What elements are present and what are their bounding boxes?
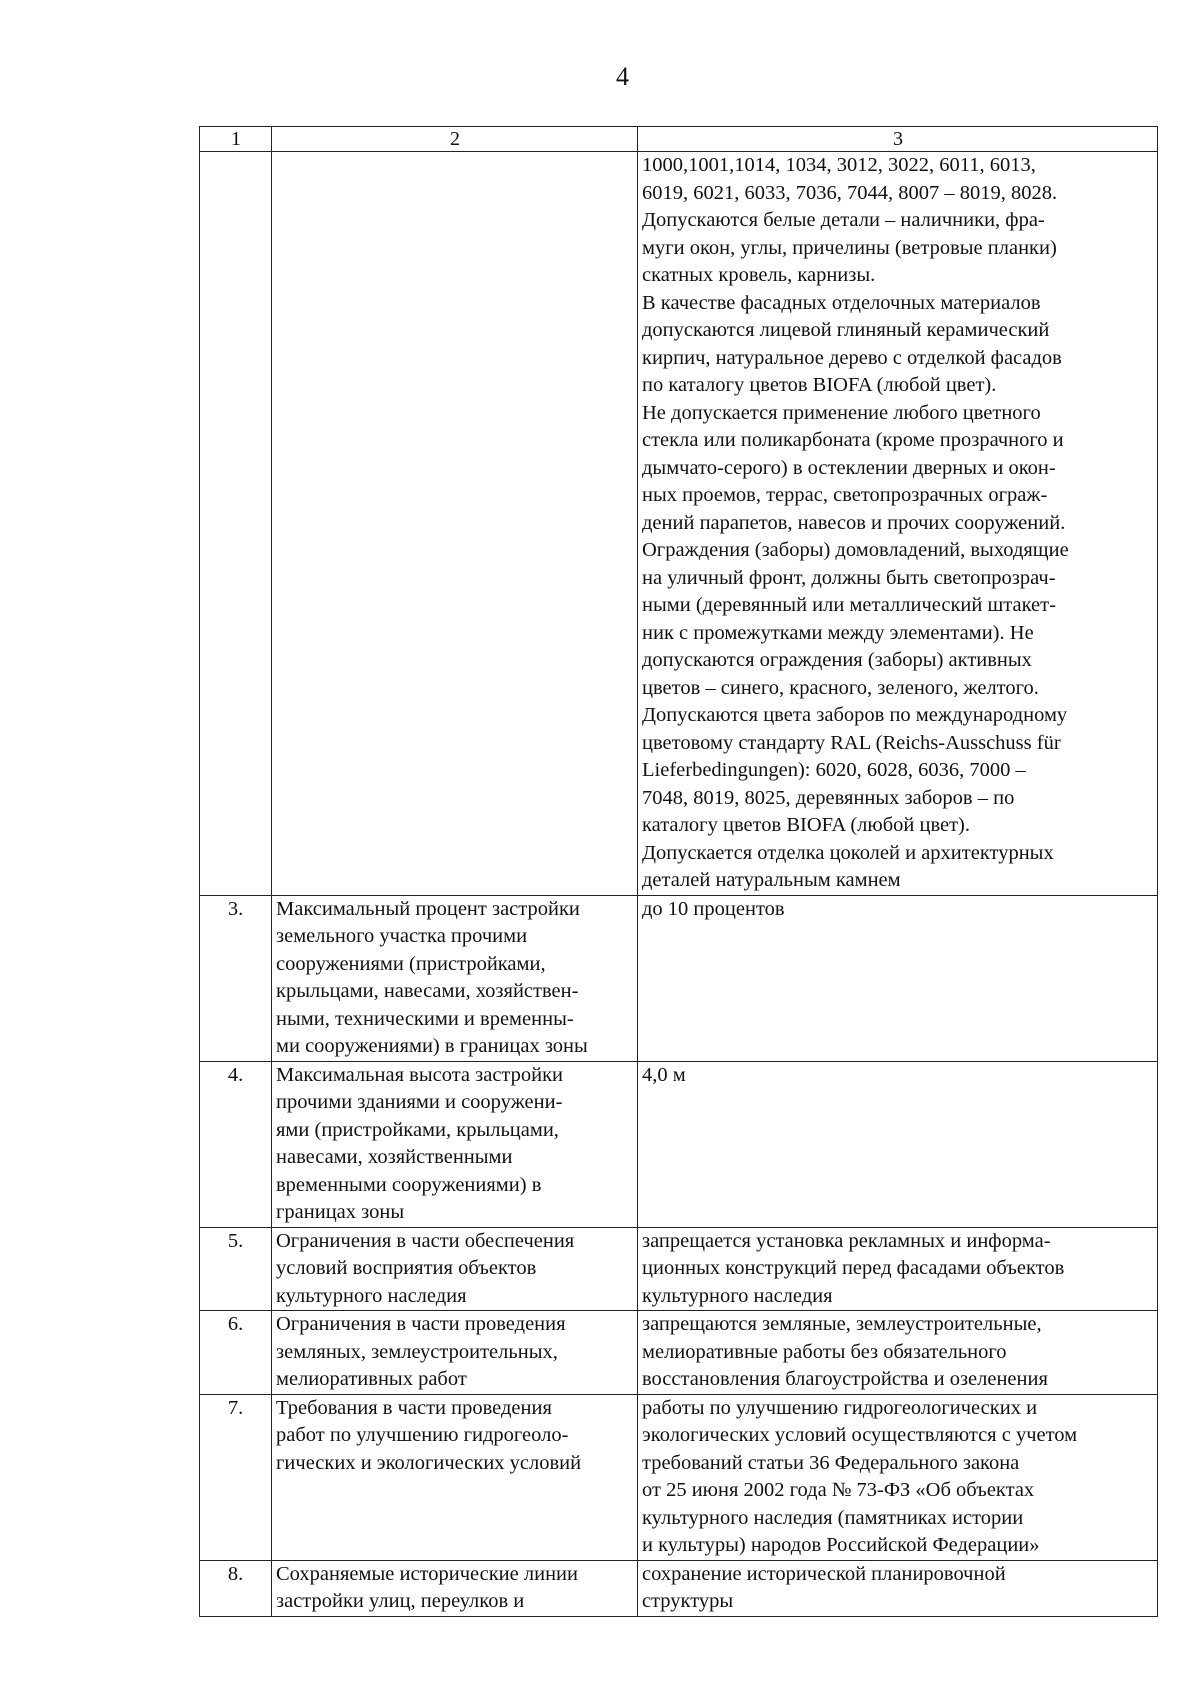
row-value-cell bbox=[638, 1227, 1158, 1311]
row-name-line: ными, техническими и временны- bbox=[276, 1007, 574, 1030]
header-col-1: 1 bbox=[200, 127, 272, 152]
row-value-line: ник с промежутками между элементами). Не bbox=[642, 621, 1034, 644]
row-value-line: скатных кровель, карнизы. bbox=[642, 264, 876, 286]
row-value-cell bbox=[638, 1311, 1158, 1395]
row-value-cell bbox=[638, 1560, 1158, 1616]
row-name-cell bbox=[272, 895, 638, 1061]
row-value-line: Допускается отделка цоколей и архитектурных bbox=[642, 841, 1054, 864]
row-value-line: запрещается установка рекламных и информа- bbox=[642, 1229, 1051, 1252]
row-name-line: Максимальный процент застройки bbox=[276, 897, 580, 920]
row-name-cell bbox=[272, 152, 638, 896]
row-value-cell bbox=[638, 152, 1158, 896]
row-value-line: сохранение исторической планировочной bbox=[642, 1562, 1006, 1585]
row-value-line: деталей натуральным камнем bbox=[642, 869, 901, 891]
row-name-line: Ограничения в части проведения bbox=[276, 1313, 566, 1335]
row-value-line: ционных конструкций перед фасадами объектов bbox=[642, 1257, 1065, 1279]
row-name-line: культурного наследия bbox=[276, 1284, 467, 1307]
row-number: 5. bbox=[200, 1227, 272, 1311]
table-row bbox=[200, 152, 1158, 896]
row-value-line: цветовому стандарту RAL (Reichs-Ausschuss für bbox=[642, 731, 1061, 754]
row-name-line: сооружениями (пристройками, bbox=[276, 952, 546, 975]
row-value-cell bbox=[638, 1394, 1158, 1560]
row-value-line: допускаются лицевой глиняный керамический bbox=[642, 319, 1050, 341]
table-row bbox=[200, 1227, 1158, 1311]
table-header-row bbox=[200, 127, 1158, 152]
row-value-line: Не допускается применение любого цветного bbox=[642, 401, 1041, 424]
row-value-cell bbox=[638, 895, 1158, 1061]
header-col-3: 3 bbox=[638, 127, 1158, 152]
row-value-line: культурного наследия bbox=[642, 1284, 833, 1307]
row-number: 7. bbox=[200, 1394, 272, 1560]
row-name-line: гических и экологических условий bbox=[276, 1451, 582, 1474]
row-name-line: Требования в части проведения bbox=[276, 1396, 552, 1419]
row-value-line: мелиоративные работы без обязательного bbox=[642, 1340, 1007, 1363]
row-value-line: Ограждения (заборы) домовладений, выходящие bbox=[642, 539, 1069, 561]
row-value-line: Допускаются цвета заборов по международному bbox=[642, 704, 1068, 726]
row-value-line: дымчато-серого) в остеклении дверных и окон- bbox=[642, 456, 1056, 479]
row-name-line: земельного участка прочими bbox=[276, 925, 528, 947]
table-row bbox=[200, 1394, 1158, 1560]
row-name-line: крыльцами, навесами, хозяйствен- bbox=[276, 980, 579, 1002]
row-name-line: ми сооружениями) в границах зоны bbox=[276, 1035, 588, 1057]
row-value-line: 7048, 8019, 8025, деревянных заборов – по bbox=[642, 786, 1015, 809]
row-value-line: Допускаются белые детали – наличники, фра- bbox=[642, 209, 1045, 231]
table-row bbox=[200, 1560, 1158, 1616]
row-value-line: муги окон, углы, причелины (ветровые планки) bbox=[642, 236, 1057, 259]
row-value-line: В качестве фасадных отделочных материалов bbox=[642, 291, 1041, 314]
row-number: 8. bbox=[200, 1560, 272, 1616]
row-name-line: Максимальная высота застройки bbox=[276, 1063, 564, 1086]
row-value-line: допускаются ограждения (заборы) активных bbox=[642, 649, 1032, 671]
row-value-line: ных проемов, террас, светопрозрачных ограж- bbox=[642, 484, 1048, 506]
row-value-line: до 10 процентов bbox=[642, 897, 785, 920]
row-value-line: структуры bbox=[642, 1590, 734, 1612]
row-value-line: по каталогу цветов BIOFA (любой цвет). bbox=[642, 374, 997, 396]
row-name-line: условий восприятия объектов bbox=[276, 1257, 537, 1279]
row-value-line: Lieferbedingungen): 6020, 6028, 6036, 7000 – bbox=[642, 759, 1026, 781]
row-value-line: восстановления благоустройства и озеленения bbox=[642, 1368, 1048, 1390]
row-name-line: временными сооружениями) в bbox=[276, 1173, 542, 1196]
row-value-line: культурного наследия (памятниках истории bbox=[642, 1506, 1024, 1529]
row-value-line: кирпич, натуральное дерево с отделкой фасадов bbox=[642, 346, 1062, 369]
row-value-line: каталогу цветов BIOFA (любой цвет). bbox=[642, 814, 971, 836]
row-name-line: прочими зданиями и сооружени- bbox=[276, 1091, 563, 1113]
row-value-line: запрещаются земляные, землеустроительные, bbox=[642, 1313, 1042, 1335]
row-value-line: стекла или поликарбоната (кроме прозрачного и bbox=[642, 429, 1064, 451]
row-name-line: Сохраняемые исторические линии bbox=[276, 1562, 578, 1585]
row-name-cell bbox=[272, 1061, 638, 1227]
row-value-line: 1000,1001,1014, 1034, 3012, 3022, 6011, 6013, bbox=[642, 154, 1036, 176]
row-value-line: 4,0 м bbox=[642, 1063, 686, 1086]
page-number: 4 bbox=[616, 62, 629, 91]
row-value-line: на уличный фронт, должны быть светопрозрач- bbox=[642, 566, 1056, 589]
row-value-line: и культуры) народов Российской Федерации» bbox=[642, 1534, 1040, 1556]
row-name-line: застройки улиц, переулков и bbox=[276, 1590, 525, 1612]
row-name-cell bbox=[272, 1227, 638, 1311]
row-name-line: мелиоративных работ bbox=[276, 1368, 467, 1390]
header-col-2: 2 bbox=[272, 127, 638, 152]
row-value-line: ными (деревянный или металлический штакет- bbox=[642, 594, 1056, 616]
row-name-line: земляных, землеустроительных, bbox=[276, 1340, 558, 1363]
row-number: 4. bbox=[200, 1061, 272, 1227]
row-value-line: от 25 июня 2002 года № 73-ФЗ «Об объектах bbox=[642, 1479, 1035, 1501]
row-value-line: работы по улучшению гидрогеологических и bbox=[642, 1396, 1038, 1419]
table-row bbox=[200, 895, 1158, 1061]
row-name-line: навесами, хозяйственными bbox=[276, 1146, 513, 1168]
row-number bbox=[200, 152, 272, 896]
row-value-cell bbox=[638, 1061, 1158, 1227]
row-value-line: 6019, 6021, 6033, 7036, 7044, 8007 – 8019, 8028. bbox=[642, 181, 1058, 204]
row-name-line: работ по улучшению гидрогеоло- bbox=[276, 1424, 569, 1446]
row-value-line: требований статьи 36 Федерального закона bbox=[642, 1451, 1020, 1474]
table-row bbox=[200, 1311, 1158, 1395]
row-name-cell bbox=[272, 1560, 638, 1616]
row-number: 3. bbox=[200, 895, 272, 1061]
row-name-cell bbox=[272, 1394, 638, 1560]
row-name-cell bbox=[272, 1311, 638, 1395]
row-name-line: Ограничения в части обеспечения bbox=[276, 1229, 575, 1252]
requirements-table bbox=[199, 126, 1158, 1617]
row-value-line: дений парапетов, навесов и прочих сооружений. bbox=[642, 511, 1066, 534]
row-value-line: цветов – синего, красного, зеленого, желтого. bbox=[642, 676, 1039, 699]
table-row bbox=[200, 1061, 1158, 1227]
row-name-line: ями (пристройками, крыльцами, bbox=[276, 1118, 559, 1141]
row-number: 6. bbox=[200, 1311, 272, 1395]
row-value-line: экологических условий осуществляются с учетом bbox=[642, 1424, 1078, 1446]
row-name-line: границах зоны bbox=[276, 1201, 405, 1223]
